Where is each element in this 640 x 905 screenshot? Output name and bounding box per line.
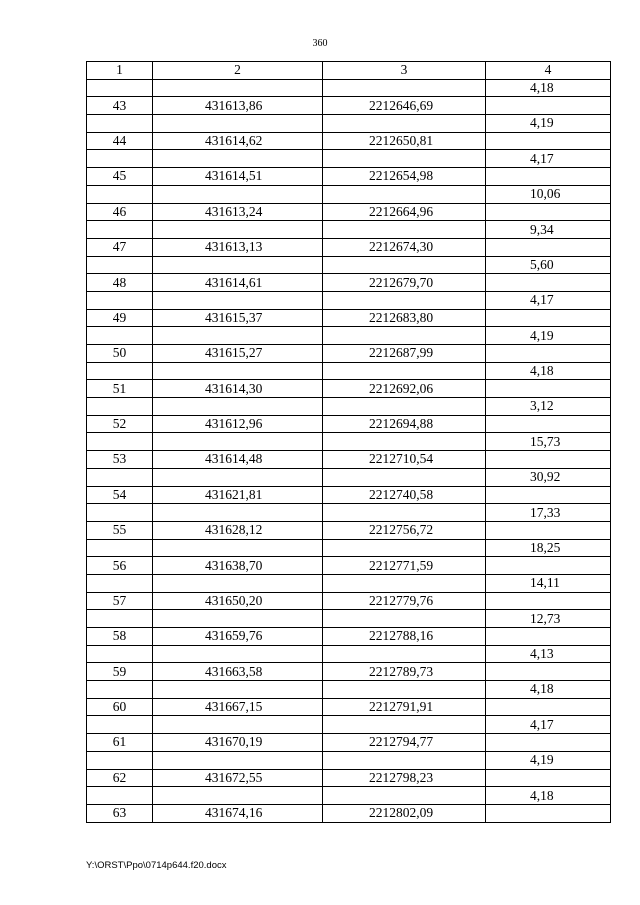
table-row [87,539,611,557]
y-coordinate-cell [323,574,486,592]
distance-cell [486,521,611,539]
distance-cell: 4,19 [486,751,611,769]
y-coordinate-cell [323,79,486,97]
y-coordinate-cell: 2212650,81 [323,132,486,150]
y-coordinate-cell: 2212683,80 [323,309,486,327]
y-coordinate-cell [323,645,486,663]
distance-cell: 9,34 [486,221,611,239]
table-row [87,468,611,486]
point-number-cell [87,574,153,592]
table-row [87,663,611,681]
x-coordinate-cell: 431670,19 [153,734,323,752]
x-coordinate-cell [153,645,323,663]
distance-cell: 4,13 [486,645,611,663]
x-coordinate-cell: 431614,62 [153,132,323,150]
y-coordinate-cell [323,256,486,274]
point-number-cell [87,433,153,451]
point-number-cell [87,150,153,168]
x-coordinate-cell: 431614,61 [153,274,323,292]
table-row [87,521,611,539]
x-coordinate-cell [153,681,323,699]
y-coordinate-cell: 2212791,91 [323,698,486,716]
distance-cell: 4,17 [486,150,611,168]
distance-cell: 5,60 [486,256,611,274]
table-body [87,79,611,822]
distance-cell [486,769,611,787]
distance-cell: 4,17 [486,291,611,309]
point-number-cell: 46 [87,203,153,221]
point-number-cell: 50 [87,345,153,363]
column-header-2: 2 [153,62,323,80]
y-coordinate-cell: 2212779,76 [323,592,486,610]
point-number-cell [87,185,153,203]
point-number-cell: 52 [87,415,153,433]
x-coordinate-cell: 431674,16 [153,804,323,822]
table-header-row [87,62,611,80]
distance-cell [486,804,611,822]
x-coordinate-cell [153,327,323,345]
x-coordinate-cell [153,115,323,133]
table-row [87,115,611,133]
distance-cell: 12,73 [486,610,611,628]
distance-cell: 18,25 [486,539,611,557]
y-coordinate-cell: 2212679,70 [323,274,486,292]
x-coordinate-cell: 431614,51 [153,168,323,186]
y-coordinate-cell: 2212756,72 [323,521,486,539]
point-number-cell [87,681,153,699]
x-coordinate-cell: 431613,13 [153,238,323,256]
point-number-cell [87,504,153,522]
y-coordinate-cell [323,504,486,522]
y-coordinate-cell [323,716,486,734]
table-row [87,681,611,699]
y-coordinate-cell: 2212654,98 [323,168,486,186]
point-number-cell: 54 [87,486,153,504]
x-coordinate-cell [153,433,323,451]
y-coordinate-cell: 2212687,99 [323,345,486,363]
y-coordinate-cell: 2212646,69 [323,97,486,115]
table-row [87,751,611,769]
x-coordinate-cell [153,787,323,805]
point-number-cell [87,539,153,557]
table-row [87,97,611,115]
x-coordinate-cell: 431613,86 [153,97,323,115]
point-number-cell [87,291,153,309]
table-row [87,132,611,150]
x-coordinate-cell [153,610,323,628]
table-row [87,274,611,292]
point-number-cell: 59 [87,663,153,681]
x-coordinate-cell: 431659,76 [153,628,323,646]
distance-cell [486,168,611,186]
point-number-cell: 45 [87,168,153,186]
distance-cell: 30,92 [486,468,611,486]
table-row [87,804,611,822]
table-row [87,451,611,469]
point-number-cell: 63 [87,804,153,822]
x-coordinate-cell [153,504,323,522]
table-row [87,309,611,327]
distance-cell: 15,73 [486,433,611,451]
y-coordinate-cell: 2212694,88 [323,415,486,433]
y-coordinate-cell [323,787,486,805]
table-row [87,592,611,610]
distance-cell [486,592,611,610]
point-number-cell: 47 [87,238,153,256]
distance-cell [486,734,611,752]
distance-cell [486,628,611,646]
distance-cell: 4,18 [486,362,611,380]
table-row [87,256,611,274]
y-coordinate-cell [323,681,486,699]
x-coordinate-cell [153,398,323,416]
distance-cell [486,132,611,150]
point-number-cell: 48 [87,274,153,292]
point-number-cell: 44 [87,132,153,150]
column-header-1: 1 [87,62,153,80]
distance-cell: 4,17 [486,716,611,734]
point-number-cell [87,716,153,734]
table-row [87,574,611,592]
x-coordinate-cell [153,362,323,380]
y-coordinate-cell: 2212802,09 [323,804,486,822]
table-row [87,291,611,309]
table-row [87,734,611,752]
point-number-cell: 49 [87,309,153,327]
table-row [87,415,611,433]
distance-cell: 4,19 [486,115,611,133]
x-coordinate-cell: 431615,37 [153,309,323,327]
point-number-cell: 60 [87,698,153,716]
point-number-cell [87,645,153,663]
file-path-footer: Y:\ORST\Ppo\0714p644.f20.docx [86,860,227,871]
x-coordinate-cell [153,256,323,274]
point-number-cell [87,751,153,769]
table-row [87,504,611,522]
y-coordinate-cell [323,751,486,769]
distance-cell [486,486,611,504]
point-number-cell [87,398,153,416]
point-number-cell [87,610,153,628]
point-number-cell [87,362,153,380]
distance-cell [486,415,611,433]
table-row [87,645,611,663]
x-coordinate-cell: 431613,24 [153,203,323,221]
y-coordinate-cell: 2212740,58 [323,486,486,504]
x-coordinate-cell: 431612,96 [153,415,323,433]
point-number-cell [87,468,153,486]
y-coordinate-cell [323,398,486,416]
x-coordinate-cell [153,185,323,203]
x-coordinate-cell: 431663,58 [153,663,323,681]
table-row [87,486,611,504]
point-number-cell: 56 [87,557,153,575]
table-row [87,221,611,239]
x-coordinate-cell: 431667,15 [153,698,323,716]
page-number: 360 [312,38,328,49]
distance-cell [486,380,611,398]
table-row [87,398,611,416]
point-number-cell [87,327,153,345]
table-row [87,698,611,716]
distance-cell [486,203,611,221]
distance-cell [486,698,611,716]
table-row [87,79,611,97]
table-row [87,345,611,363]
distance-cell: 3,12 [486,398,611,416]
point-number-cell [87,115,153,133]
x-coordinate-cell: 431614,48 [153,451,323,469]
x-coordinate-cell [153,574,323,592]
x-coordinate-cell [153,716,323,734]
y-coordinate-cell [323,327,486,345]
x-coordinate-cell: 431672,55 [153,769,323,787]
distance-cell: 4,18 [486,787,611,805]
table-row [87,769,611,787]
distance-cell [486,557,611,575]
x-coordinate-cell [153,291,323,309]
table-row [87,433,611,451]
y-coordinate-cell: 2212798,23 [323,769,486,787]
y-coordinate-cell [323,433,486,451]
y-coordinate-cell: 2212692,06 [323,380,486,398]
x-coordinate-cell: 431621,81 [153,486,323,504]
table-row [87,185,611,203]
table-row [87,716,611,734]
y-coordinate-cell [323,291,486,309]
table-row [87,203,611,221]
y-coordinate-cell: 2212674,30 [323,238,486,256]
y-coordinate-cell: 2212789,73 [323,663,486,681]
distance-cell: 17,33 [486,504,611,522]
table-row [87,628,611,646]
x-coordinate-cell [153,468,323,486]
distance-cell [486,663,611,681]
point-number-cell: 51 [87,380,153,398]
table-row [87,168,611,186]
distance-cell: 4,19 [486,327,611,345]
point-number-cell: 53 [87,451,153,469]
point-number-cell [87,787,153,805]
distance-cell [486,309,611,327]
distance-cell: 4,18 [486,79,611,97]
point-number-cell: 62 [87,769,153,787]
column-header-4: 4 [486,62,611,80]
point-number-cell: 57 [87,592,153,610]
y-coordinate-cell [323,468,486,486]
point-number-cell: 58 [87,628,153,646]
table-row [87,787,611,805]
point-number-cell [87,256,153,274]
distance-cell [486,97,611,115]
x-coordinate-cell [153,150,323,168]
column-header-3: 3 [323,62,486,80]
x-coordinate-cell: 431628,12 [153,521,323,539]
y-coordinate-cell [323,115,486,133]
y-coordinate-cell [323,150,486,168]
point-number-cell: 43 [87,97,153,115]
y-coordinate-cell: 2212794,77 [323,734,486,752]
x-coordinate-cell: 431614,30 [153,380,323,398]
y-coordinate-cell: 2212710,54 [323,451,486,469]
table-row [87,362,611,380]
table-row [87,610,611,628]
point-number-cell: 55 [87,521,153,539]
x-coordinate-cell [153,221,323,239]
coordinates-table [86,61,611,823]
table-row [87,380,611,398]
y-coordinate-cell [323,539,486,557]
table-row [87,150,611,168]
point-number-cell [87,221,153,239]
y-coordinate-cell: 2212788,16 [323,628,486,646]
distance-cell: 10,06 [486,185,611,203]
table-row [87,238,611,256]
point-number-cell [87,79,153,97]
distance-cell [486,238,611,256]
distance-cell: 4,18 [486,681,611,699]
y-coordinate-cell: 2212771,59 [323,557,486,575]
y-coordinate-cell [323,185,486,203]
x-coordinate-cell [153,539,323,557]
y-coordinate-cell: 2212664,96 [323,203,486,221]
distance-cell [486,345,611,363]
distance-cell: 14,11 [486,574,611,592]
y-coordinate-cell [323,610,486,628]
x-coordinate-cell: 431638,70 [153,557,323,575]
x-coordinate-cell: 431650,20 [153,592,323,610]
distance-cell [486,274,611,292]
x-coordinate-cell [153,79,323,97]
point-number-cell: 61 [87,734,153,752]
table-row [87,557,611,575]
x-coordinate-cell [153,751,323,769]
y-coordinate-cell [323,221,486,239]
table-row [87,327,611,345]
y-coordinate-cell [323,362,486,380]
distance-cell [486,451,611,469]
x-coordinate-cell: 431615,27 [153,345,323,363]
